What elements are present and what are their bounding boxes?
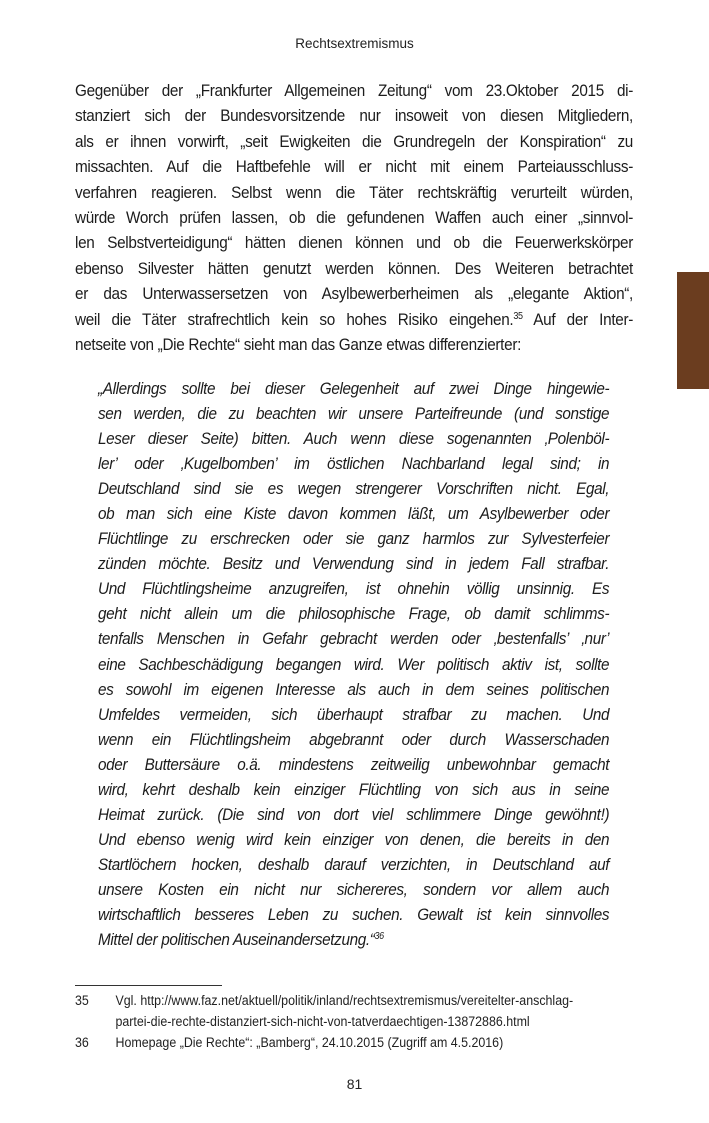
running-head: Rechtsextremismus [295,36,414,51]
paragraph-line: Gegenüber der „Frankfurter Allgemeinen Zeitung“ vom 23.Oktober 2015 di- [75,81,633,100]
quote-line: oder Buttersäure o.ä. mindestens zeitweilig unbewohnbar gemacht [98,754,610,774]
quote-line: wirtschaftlich besseres Leben zu suchen. Gewalt ist kein sinnvolles [98,904,610,924]
quote-line: sen werden, die zu beachten wir unsere Parteifreunde (und sonstige [98,404,610,424]
quote-line: Startlöchern hocken, deshalb darauf verzichten, in Deutschland auf [98,854,610,874]
footnote-number: 36 [75,1035,89,1050]
quote-last-line [98,927,609,952]
quote-line: tenfalls Menschen in Gefahr gebracht werden oder ‚bestenfalls’ ‚nur’ [98,629,610,649]
main-paragraph [75,78,634,357]
quote-line: zünden möchte. Besitz und Verwendung sind in jedem Fall strafbar. [98,554,610,574]
quote-line: es sowohl im eigenen Interesse als auch in dem seines politischen [98,679,610,699]
paragraph-line: ebenso Silvester hätten genutzt werden können. Des Weiteren betrachtet [75,258,633,278]
quote-line: unsere Kosten ein nicht nur sichereres, sondern vor allem auch [98,879,610,899]
footnote-ref-36[interactable]: 36 [374,931,384,943]
quote-line: Heimat zurück. (Die sind von dort viel schlimmere Dinge gewöhnt!) [98,804,610,824]
paragraph-line: netseite von „Die Rechte“ sieht man das Ganze etwas differenzierter: [75,335,522,355]
footnote-number: 35 [75,993,89,1008]
paragraph-text: weil die Täter strafrechtlich kein so hohes Risiko eingehen. [75,309,514,329]
quote-line: Und ebenso wenig wird kein einziger von denen, die bereits in den [98,829,610,849]
quote-line: Und Flüchtlingsheime anzugreifen, ist ohnehin völlig unsinnig. Es [98,579,610,599]
footnote-divider [75,985,222,986]
quote-line: ob man sich eine Kiste davon kommen läßt, um Asylbewerber oder [98,504,610,524]
paragraph-text: Auf der Inter- [522,309,634,329]
quote-line: wenn ein Flüchtlingsheim abgebrannt oder durch Wasserschaden [98,729,610,749]
footnote-text [115,990,627,1032]
paragraph-line: würde Worch prüfen lassen, ob die gefundenen Waffen auch einer „sinnvol- [75,208,633,228]
footnote-url-line[interactable]: Vgl. http://www.faz.net/aktuell/politik/inland/rechtsextremismus/vereitelter-anschlag- [115,993,574,1008]
footnote-35 [75,990,627,1032]
quote-line: Leser dieser Seite) bitten. Auch wenn diese sogenannten ‚Polenböl- [98,429,610,449]
footnote-text [115,1032,627,1053]
block-quote [98,376,610,952]
quote-line: Deutschland sind sie es wegen strengerer Vorschriften nicht. Egal, [98,479,610,499]
footnote-36 [75,1032,627,1053]
quote-line: Flüchtlinge zu erschrecken oder sie ganz harmlos zur Sylvesterfeier [98,529,610,549]
page-number: 81 [346,1076,363,1092]
chapter-thumb-tab [677,272,709,389]
quote-line: ler’ oder ‚Kugelbomben’ im östlichen Nachbarland legal sind; in [98,454,610,474]
footnotes [75,990,627,1053]
footnote-line: Homepage „Die Rechte“: „Bamberg“, 24.10.2015 (Zugriff am 4.5.2016) [115,1035,504,1050]
footnote-url-line[interactable]: partei-die-rechte-distanziert-sich-nicht-von-tatverdaechtigen-13872886.html [115,1014,530,1029]
quote-line: „Allerdings sollte bei dieser Gelegenheit auf zwei Dinge hingewie- [98,379,610,398]
paragraph-line: len Selbstverteidigung“ hätten dienen können und ob die Feuerwerkskörper [75,233,633,253]
paragraph-line: verfahren reagieren. Selbst wenn die Täter rechtskräftig verurteilt würden, [75,182,633,202]
quote-text: Mittel der politischen Auseinandersetzung.“ [98,930,375,950]
footnote-ref-35[interactable]: 35 [513,310,523,322]
paragraph-line: er das Unterwassersetzen von Asylbewerberheimen als „elegante Aktion“, [75,284,633,304]
paragraph-line-with-footnote [75,307,633,332]
paragraph-line: stanziert sich der Bundesvorsitzende nur insoweit von diesen Mitgliedern, [75,106,633,126]
paragraph-line: als er ihnen vorwirft, „seit Ewigkeiten die Grundregeln der Konspiration“ zu [75,131,633,151]
quote-line: Umfeldes vermeiden, sich überhaupt strafbar zu machen. Und [98,704,610,724]
paragraph-line: missachten. Auf die Haftbefehle will er nicht mit einem Parteiausschluss- [75,157,633,177]
quote-line: wird, kehrt deshalb kein einziger Flüchtling von sich aus in seine [98,779,610,799]
quote-line: geht nicht allein um die philosophische Frage, ob damit schlimms- [98,604,610,624]
quote-line: eine Sachbeschädigung begangen wird. Wer politisch aktiv ist, sollte [98,654,610,674]
